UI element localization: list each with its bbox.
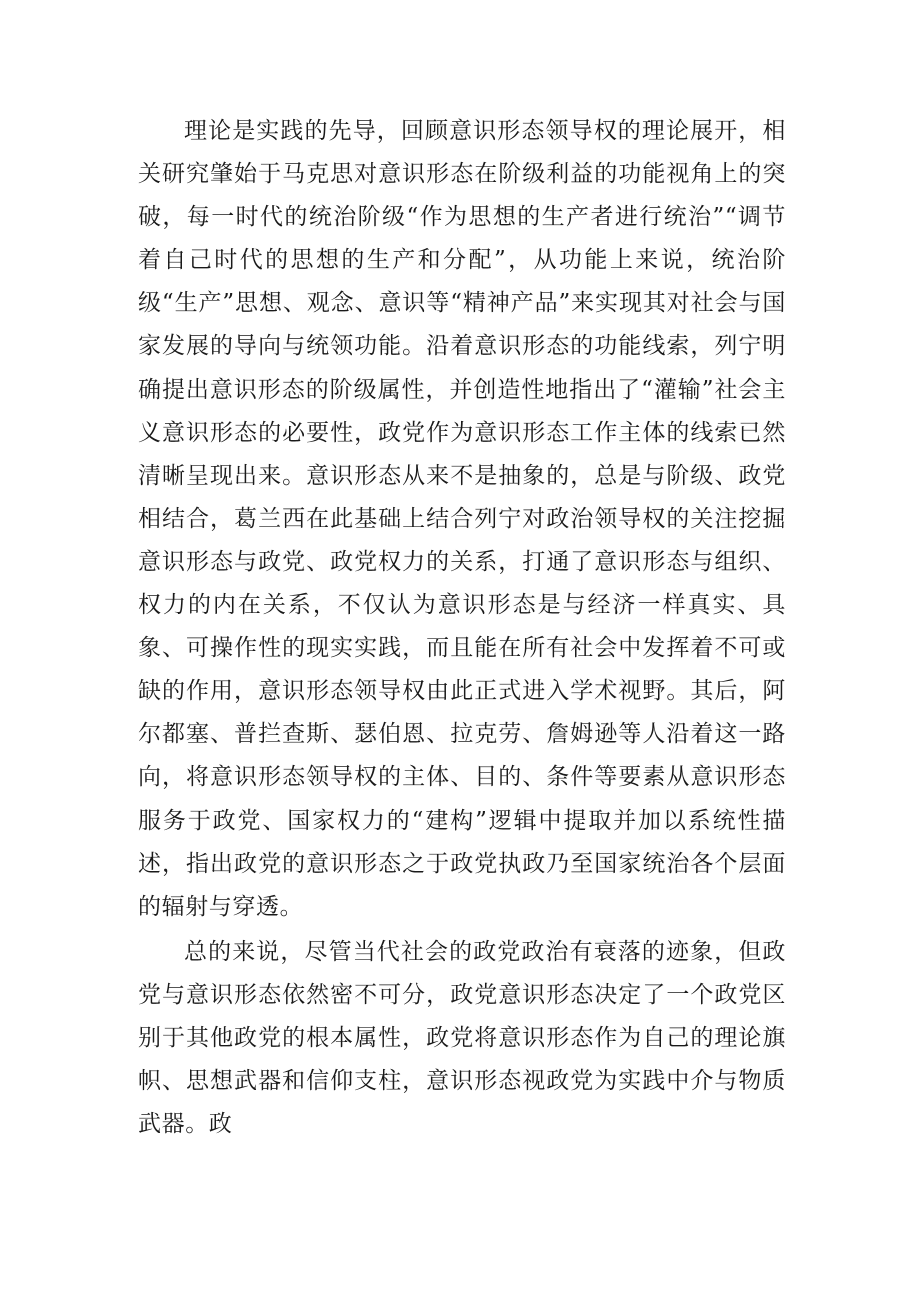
paragraph-2: 总的来说，尽管当代社会的政党政治有衰落的迹象，但政党与意识形态依然密不可分，政党意识形态决定了一个政党区别于其他政党的根本属性，政党将意识形态作为自己的理论旗帜、思想武器和信仰支柱，意识形态视政党为实践中介与物质武器。政 [138, 938, 786, 1138]
paragraph-1: 理论是实践的先导，回顾意识形态领导权的理论展开，相关研究肇始于马克思对意识形态在阶级利益的功能视角上的突破，每一时代的统治阶级“作为思想的生产者进行统治”“调节着自己时代的思想的生产和分配”，从功能上来说，统治阶级“生产”思想、观念、意识等“精神产品”来实现其对社会与国家发展的导向与统领功能。沿着意识形态的功能线索，列宁明确提出意识形态的阶级属性，并创造性地指出了“灌输”社会主义意识形态的必要性，政党作为意识形态工作主体的线索已然清晰呈现出来。意识形态从来不是抽象的，总是与阶级、政党相结合，葛兰西在此基础上结合列宁对政治领导权的关注挖掘意识形态与政党、政党权力的关系，打通了意识形态与组织、权力的内在关系，不仅认为意识形态是与经济一样真实、具象、可操作性的现实实践，而且能在所有社会中发挥着不可或缺的作用，意识形态领导权由此正式进入学术视野。其后，阿尔都塞、普拦查斯、瑟伯恩、拉克劳、詹姆逊等人沿着这一路向，将意识形态领导权的主体、目的、条件等要素从意识形态服务于政党、国家权力的“建构”逻辑中提取并加以系统性描述，指出政党的意识形态之于政党执政乃至国家统治各个层面的辐射与穿透。 [138, 118, 786, 920]
document-body [138, 110, 786, 1146]
